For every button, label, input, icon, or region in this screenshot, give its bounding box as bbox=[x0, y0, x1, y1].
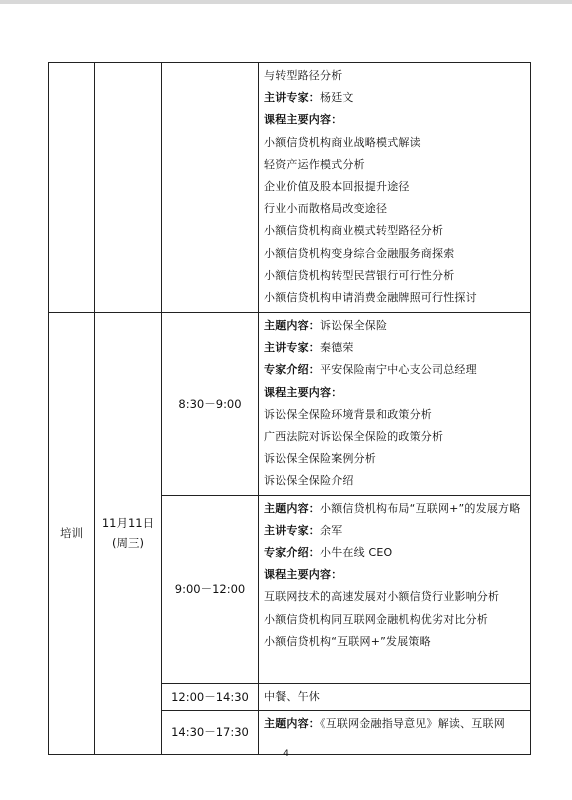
page-number: 4 bbox=[283, 749, 289, 759]
course-item: 互联网技术的高速发展对小额信贷行业影响分析 bbox=[264, 590, 500, 604]
course-item: 小额信贷机构“互联网+”发展策略 bbox=[264, 634, 431, 648]
course-item: 小额信贷机构商业战略模式解读 bbox=[264, 135, 421, 149]
category-cell: 培训 bbox=[49, 313, 95, 755]
topic-label: 主题内容： bbox=[264, 716, 320, 730]
course-item: 小额信贷机构转型民营银行可行性分析 bbox=[264, 268, 455, 282]
course-item: 小额信贷机构申请消费金融牌照可行性探讨 bbox=[264, 291, 477, 305]
topic-line bbox=[264, 713, 524, 735]
speaker-line bbox=[264, 520, 524, 542]
course-item: 小额信贷机构同互联网金融机构优劣对比分析 bbox=[264, 612, 488, 626]
speaker-label: 主讲专家： bbox=[264, 91, 320, 105]
speaker-line bbox=[264, 87, 524, 109]
course-item: 广西法院对诉讼保全保险的政策分析 bbox=[264, 430, 444, 444]
course-label: 课程主要内容： bbox=[264, 113, 343, 127]
topic-text: 诉讼保全保险 bbox=[320, 319, 388, 332]
topic-line bbox=[264, 498, 524, 520]
course-item: 小额信贷机构变身综合金融服务商探索 bbox=[264, 246, 455, 260]
topic-text: 小额信贷机构布局“互联网+”的发展方略 bbox=[320, 501, 521, 515]
content-cell bbox=[259, 710, 531, 754]
date-cell-empty bbox=[95, 63, 162, 313]
topic-text: 《互联网金融指导意见》解读、互联网 bbox=[320, 716, 505, 730]
content-cell bbox=[259, 63, 531, 313]
intro-text: 平安保险南宁中心支公司总经理 bbox=[320, 363, 477, 377]
schedule-table bbox=[48, 62, 531, 755]
table-row bbox=[49, 313, 531, 496]
content-line: 与转型路径分析 bbox=[264, 69, 343, 82]
time-cell: 8:30－9:00 bbox=[162, 313, 259, 496]
time-cell: 9:00－12:00 bbox=[162, 495, 259, 683]
intro-label: 专家介绍： bbox=[264, 363, 320, 377]
speaker-label: 主讲专家： bbox=[264, 341, 320, 355]
course-item: 企业价值及股本回报提升途径 bbox=[264, 180, 410, 194]
date-cell bbox=[95, 313, 162, 755]
topic-label: 主题内容： bbox=[264, 319, 320, 332]
intro-text: 小牛在线 CEO bbox=[320, 546, 393, 560]
speaker-name: 杨廷文 bbox=[320, 91, 354, 105]
course-item: 诉讼保全保险介绍 bbox=[264, 474, 354, 488]
course-item: 轻资产运作模式分析 bbox=[264, 157, 365, 171]
time-cell: 14:30－17:30 bbox=[162, 710, 259, 754]
course-label: 课程主要内容： bbox=[264, 568, 343, 582]
scan-edge bbox=[0, 0, 572, 4]
speaker-name: 秦德荣 bbox=[320, 341, 354, 355]
course-item: 小额信贷机构商业模式转型路径分析 bbox=[264, 224, 444, 238]
date-text: 11月11日 bbox=[101, 516, 155, 531]
course-item: 诉讼保全保险案例分析 bbox=[264, 452, 376, 466]
break-text: 中餐、午休 bbox=[264, 689, 320, 703]
time-cell-empty bbox=[162, 63, 259, 313]
weekday-text: (周三) bbox=[112, 536, 144, 551]
topic-label: 主题内容： bbox=[264, 501, 320, 515]
course-label: 课程主要内容： bbox=[264, 385, 343, 399]
category-cell-empty bbox=[49, 63, 95, 313]
speaker-name: 余军 bbox=[320, 523, 343, 537]
time-cell: 12:00－14:30 bbox=[162, 683, 259, 710]
content-cell bbox=[259, 683, 531, 710]
intro-line bbox=[264, 542, 524, 564]
speaker-line bbox=[264, 337, 524, 359]
intro-label: 专家介绍： bbox=[264, 546, 320, 560]
table-row bbox=[49, 63, 531, 313]
speaker-label: 主讲专家： bbox=[264, 523, 320, 537]
intro-line bbox=[264, 359, 524, 381]
course-item: 诉讼保全保险环境背景和政策分析 bbox=[264, 407, 432, 421]
topic-line bbox=[264, 315, 524, 337]
content-cell bbox=[259, 313, 531, 496]
content-cell bbox=[259, 495, 531, 683]
course-item: 行业小而散格局改变途径 bbox=[264, 202, 388, 216]
